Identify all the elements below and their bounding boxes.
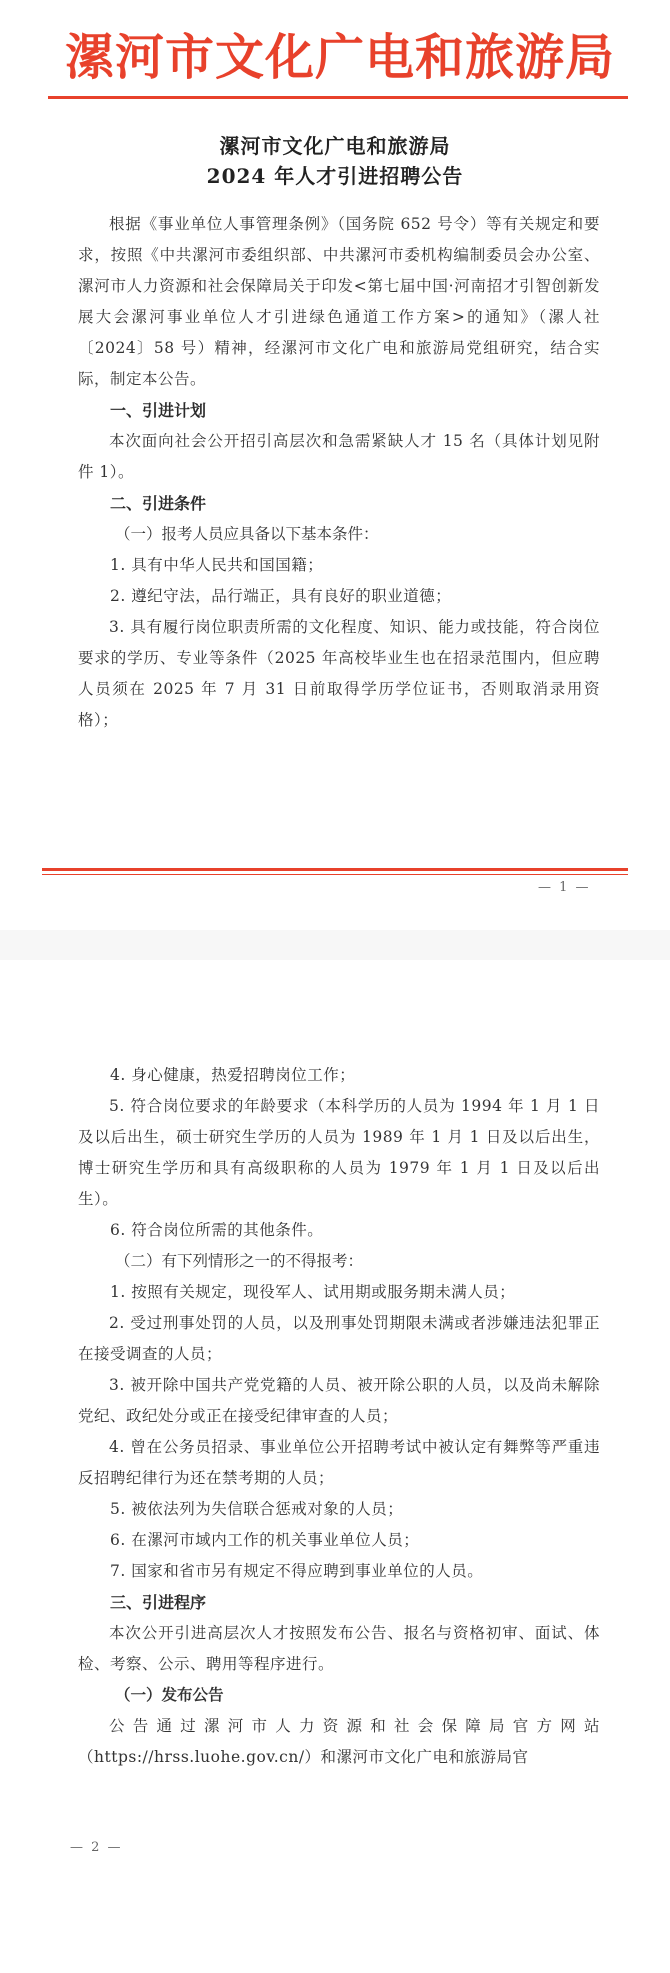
announcement-paragraph: 公告通过漯河市人力资源和社会保障局官方网站（https://hrss.luohe.gov.cn/）和漯河市文化广电和旅游局官 (78, 1717, 600, 1766)
page-gap (0, 930, 670, 960)
page-number-1: — 1 — (538, 880, 591, 895)
page-number-2: — 2 — (70, 1840, 123, 1855)
procedure-paragraph: 本次公开引进高层次人才按照发布公告、报名与资格初审、面试、体检、考察、公示、聘用等程序进行。 (78, 1624, 600, 1673)
sub-heading-basic-conditions: （一）报考人员应具备以下基本条件： (115, 525, 379, 543)
document-title-line-2: 2024 年人才引进招聘公告 (206, 164, 464, 188)
intro-paragraph: 根据《事业单位人事管理条例》（国务院 652 号令）等有关规定和要求，按照《中共漯河市委组织部、中共漯河市委机构编制委员会办公室、漯河市人力资源和社会保障局关于印发<第七届中国·河南招才引智创新发展大会漯河事业单位人才引进绿色通道工作方案>的通知》（漯人社〔2024〕58 号）精神，经漯河市文化广电和旅游局党组研究，结合实际，制定本公告。 (78, 215, 600, 388)
condition-item-5: 5. 符合岗位要求的年龄要求（本科学历的人员为 1994 年 1 月 1 日及以后出生，硕士研究生学历的人员为 1989 年 1 月 1 日及以后出生，博士研究生学历和具有高级职称的人员为 1979 年 1 月 1 日及以后出生）。 (78, 1097, 600, 1208)
condition-item-3: 3. 具有履行岗位职责所需的文化程度、知识、能力或技能，符合岗位要求的学历、专业等条件（2025 年高校毕业生也在招录范围内，但应聘人员须在 2025 年 7 月 31 日前取得学历学位证书，否则取消录用资格）； (78, 618, 600, 729)
exclusion-item-7: 7. 国家和省市另有规定不得应聘到事业单位的人员。 (110, 1562, 484, 1580)
exclusion-item-1: 1. 按照有关规定，现役军人、试用期或服务期未满人员； (110, 1283, 516, 1301)
exclusion-item-3: 3. 被开除中国共产党党籍的人员、被开除公职的人员，以及尚未解除党纪、政纪处分或正在接受纪律审查的人员； (78, 1376, 600, 1425)
document-page-1 (0, 0, 670, 930)
condition-item-2: 2. 遵纪守法，品行端正，具有良好的职业道德； (110, 587, 452, 605)
section-heading-conditions: 二、引进条件 (110, 494, 207, 513)
letterhead-red-rule (48, 96, 628, 99)
condition-item-1: 1. 具有中华人民共和国国籍； (110, 556, 324, 574)
document-page-2 (0, 960, 670, 1973)
exclusion-item-5: 5. 被依法列为失信联合惩戒对象的人员； (110, 1500, 404, 1518)
plan-paragraph: 本次面向社会公开招引高层次和急需紧缺人才 15 名（具体计划见附件 1）。 (78, 432, 600, 481)
sub-heading-publish-announcement: （一）发布公告 (115, 1686, 224, 1704)
exclusion-item-6: 6. 在漯河市域内工作的机关事业单位人员； (110, 1531, 420, 1549)
section-heading-plan: 一、引进计划 (110, 401, 207, 420)
exclusion-item-4: 4. 曾在公务员招录、事业单位公开招聘考试中被认定有舞弊等严重违反招聘纪律行为还在禁考期的人员； (78, 1438, 600, 1487)
footer-red-rule-thin (42, 874, 628, 875)
document-title-line-1: 漯河市文化广电和旅游局 (219, 134, 451, 158)
condition-item-6: 6. 符合岗位所需的其他条件。 (110, 1221, 324, 1239)
condition-item-4: 4. 身心健康，热爱招聘岗位工作； (110, 1066, 356, 1084)
sub-heading-exclusions: （二）有下列情形之一的不得报考： (115, 1252, 364, 1270)
footer-red-rule (42, 868, 628, 871)
section-heading-procedure: 三、引进程序 (110, 1593, 207, 1612)
letterhead-masthead: 漯河市文化广电和旅游局 (64, 29, 615, 86)
exclusion-item-2: 2. 受过刑事处罚的人员，以及刑事处罚期限未满或者涉嫌违法犯罪正在接受调查的人员； (78, 1314, 600, 1363)
